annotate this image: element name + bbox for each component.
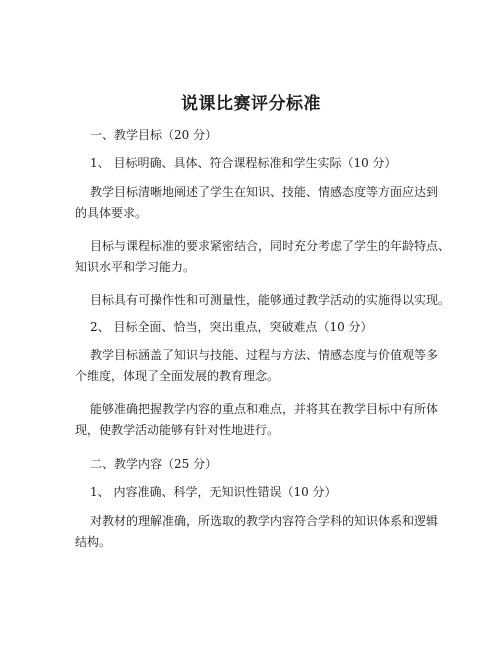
subsection-heading-1-2: 2、 目标全面、恰当，突出重点，突破难点（10 分） xyxy=(90,320,373,334)
paragraph-line: 知识水平和学习能力。 xyxy=(75,260,196,274)
paragraph-line: 教学目标清晰地阐述了学生在知识、技能、情感态度等方面应达到 xyxy=(90,185,439,199)
paragraph-line: 能够准确把握教学内容的重点和难点，并将其在教学目标中有所体 xyxy=(90,402,439,416)
paragraph-line: 个维度，体现了全面发展的教育理念。 xyxy=(75,369,280,383)
paragraph-line: 目标具有可操作性和可测量性，能够通过教学活动的实施得以实现。 xyxy=(90,293,451,307)
paragraph-line: 对教材的理解准确，所选取的教学内容符合学科的知识体系和逻辑 xyxy=(90,514,439,528)
paragraph-line: 的具体要求。 xyxy=(75,206,148,220)
subsection-heading-1-1: 1、 目标明确、具体、符合课程标准和学生实际（10 分） xyxy=(90,156,397,170)
section-heading-2: 二、教学内容（25 分） xyxy=(90,457,218,471)
paragraph-line: 目标与课程标准的要求紧密结合，同时充分考虑了学生的年龄特点、 xyxy=(90,239,451,253)
document-title: 说课比赛评分标准 xyxy=(181,94,321,114)
section-heading-1: 一、教学目标（20 分） xyxy=(90,128,218,142)
paragraph-line: 教学目标涵盖了知识与技能、过程与方法、情感态度与价值观等多 xyxy=(90,348,439,362)
subsection-heading-2-1: 1、 内容准确、科学，无知识性错误（10 分） xyxy=(90,485,337,499)
paragraph-line: 结构。 xyxy=(75,535,112,549)
paragraph-line: 现，使教学活动能够有针对性地进行。 xyxy=(75,423,280,437)
